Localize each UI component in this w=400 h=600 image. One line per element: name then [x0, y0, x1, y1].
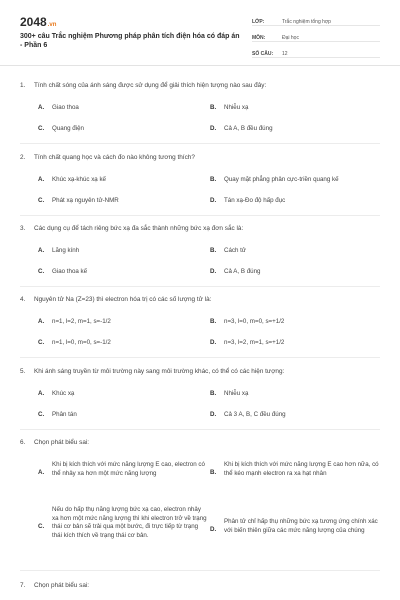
option-letter: D. [210, 197, 217, 204]
divider [20, 570, 380, 571]
site-logo[interactable] [20, 15, 56, 29]
option-letter: A. [38, 176, 45, 183]
option-text: Tán xạ-Đo độ hấp đục [224, 197, 286, 204]
question-text: Tính chất quang học và cách đo nào không tương thích? [34, 154, 195, 161]
option-b[interactable] [210, 176, 378, 185]
option-letter: D. [210, 411, 217, 418]
question-2 [20, 154, 384, 161]
option-d[interactable] [210, 411, 378, 420]
option-letter: A. [38, 469, 45, 476]
meta-row-subject [252, 30, 380, 42]
option-d[interactable] [210, 125, 378, 134]
option-text: Khúc xạ-khúc xạ kế [52, 176, 106, 183]
option-letter: B. [210, 176, 217, 183]
page-title: 300+ câu Trắc nghiệm Phương pháp phân tích điện hóa có đáp án - Phần 6 [20, 33, 240, 49]
meta-value: Trắc nghiệm tổng hợp [282, 19, 331, 25]
option-d[interactable] [210, 518, 380, 535]
option-b[interactable] [210, 318, 378, 327]
option-letter: C. [38, 411, 45, 418]
question-1 [20, 82, 384, 89]
option-a[interactable] [38, 247, 206, 256]
option-text: Khúc xạ [52, 390, 75, 397]
option-letter: A. [38, 247, 45, 254]
option-letter: A. [38, 390, 45, 397]
option-text: Cả A, B đúng [224, 268, 261, 275]
option-text: Khi bị kích thích với mức năng lượng E cao, electron có thể nhảy xa hơn một mức năng lượng [52, 461, 205, 477]
option-text: Nếu do hấp thụ năng lượng bức xạ cao, electron nhảy xa hơn một mức năng lượng thì khi electron trở về trạng thái cơ bản sẽ trải qua một bước, đi trực tiếp từ trạng thái kích thích về trạng thái cơ bản. [52, 506, 207, 539]
question-3 [20, 225, 384, 232]
option-a[interactable] [38, 318, 206, 327]
option-letter: D. [210, 125, 217, 132]
question-text: Khi ánh sáng truyền từ môi trường này sang môi trường khác, có thể có các hiện tượng: [34, 368, 285, 375]
question-number: 7. [20, 582, 26, 589]
meta-label: MÔN: [252, 35, 266, 41]
option-text: Quay mặt phẳng phân cực-triền quang kế [224, 176, 339, 183]
page-header [0, 0, 400, 66]
question-number: 1. [20, 82, 26, 89]
option-text: Nhiễu xạ [224, 104, 249, 111]
option-b[interactable] [210, 461, 380, 478]
meta-label: LỚP: [252, 19, 265, 25]
option-letter: B. [210, 390, 217, 397]
divider [20, 429, 380, 430]
question-text: Các dụng cụ để tách riêng bức xạ đa sắc thành những bức xạ đơn sắc là: [34, 225, 244, 232]
option-d[interactable] [210, 197, 378, 206]
option-text: Cả A, B đều đúng [224, 125, 273, 132]
meta-value: 12 [282, 51, 288, 57]
question-text: Chọn phát biểu sai: [34, 439, 90, 446]
question-number: 2. [20, 154, 26, 161]
option-d[interactable] [210, 268, 378, 277]
option-letter: C. [38, 339, 45, 346]
question-text: Chọn phát biểu sai: [34, 582, 90, 589]
option-letter: B. [210, 247, 217, 254]
option-text: Cách tử [224, 247, 247, 254]
meta-info [252, 14, 380, 62]
option-letter: C. [38, 125, 45, 132]
option-letter: B. [210, 104, 217, 111]
option-c[interactable] [38, 506, 208, 540]
option-letter: D. [210, 339, 217, 346]
option-text: n=1, l=2, m=1, s=-1/2 [52, 318, 111, 325]
option-d[interactable] [210, 339, 378, 348]
option-c[interactable] [38, 339, 206, 348]
option-b[interactable] [210, 104, 378, 113]
divider [20, 357, 380, 358]
divider [20, 143, 380, 144]
question-5 [20, 368, 384, 375]
option-text: Nhiễu xạ [224, 390, 249, 397]
logo-suffix: .vn [47, 22, 57, 28]
option-letter: D. [210, 268, 217, 275]
option-text: Cả 3 A, B, C đều đúng [224, 411, 286, 418]
option-a[interactable] [38, 390, 206, 399]
option-b[interactable] [210, 247, 378, 256]
option-a[interactable] [38, 104, 206, 113]
option-text: Giao thoa kế [52, 268, 88, 275]
option-text: Khi bị kích thích với mức năng lượng E cao hơn nữa, có thể kéo mạnh electron ra xa hạt nhân [224, 461, 379, 477]
option-text: Phân tán [52, 411, 77, 418]
option-text: Lăng kính [52, 247, 80, 254]
option-letter: A. [38, 104, 45, 111]
option-c[interactable] [38, 268, 206, 277]
logo-text: 2048 [20, 15, 47, 29]
option-letter: C. [38, 268, 45, 275]
option-letter: C. [38, 197, 45, 204]
question-4 [20, 296, 384, 303]
meta-value: Đại học [282, 35, 299, 41]
option-text: n=3, l=0, m=0, s=+1/2 [224, 318, 285, 325]
meta-label: SỐ CÂU: [252, 51, 274, 57]
question-text: Nguyên tử Na (Z=23) thì electron hóa trị có các số lượng tử là: [34, 296, 212, 303]
option-text: Quang điện [52, 125, 84, 132]
option-text: Phát xạ nguyên tử-NMR [52, 197, 119, 204]
option-text: n=1, l=0, m=0, s=-1/2 [52, 339, 111, 346]
option-c[interactable] [38, 197, 206, 206]
question-6 [20, 439, 384, 446]
option-letter: B. [210, 469, 217, 476]
option-letter: B. [210, 318, 217, 325]
meta-row-class [252, 14, 380, 26]
question-number: 5. [20, 368, 26, 375]
question-number: 3. [20, 225, 26, 232]
meta-row-count [252, 46, 380, 58]
option-text: n=3, l=2, m=1, s=+1/2 [224, 339, 285, 346]
option-b[interactable] [210, 390, 378, 399]
option-text: Giao thoa [52, 104, 79, 111]
question-number: 6. [20, 439, 26, 446]
option-text: Phân tử chỉ hấp thụ những bức xạ tương ứng chính xác với biến thiên giữa các mức năng lượng của chúng [224, 518, 378, 534]
option-a[interactable] [38, 461, 208, 478]
option-letter: D. [210, 526, 217, 533]
question-text: Tính chất sóng của ánh sáng được sử dụng để giải thích hiện tượng nào sau đây: [34, 82, 267, 89]
divider [20, 286, 380, 287]
divider [20, 215, 380, 216]
option-letter: A. [38, 318, 45, 325]
question-number: 4. [20, 296, 26, 303]
option-letter: C. [38, 523, 45, 530]
option-c[interactable] [38, 411, 206, 420]
option-c[interactable] [38, 125, 206, 134]
option-a[interactable] [38, 176, 206, 185]
question-7 [20, 582, 384, 589]
